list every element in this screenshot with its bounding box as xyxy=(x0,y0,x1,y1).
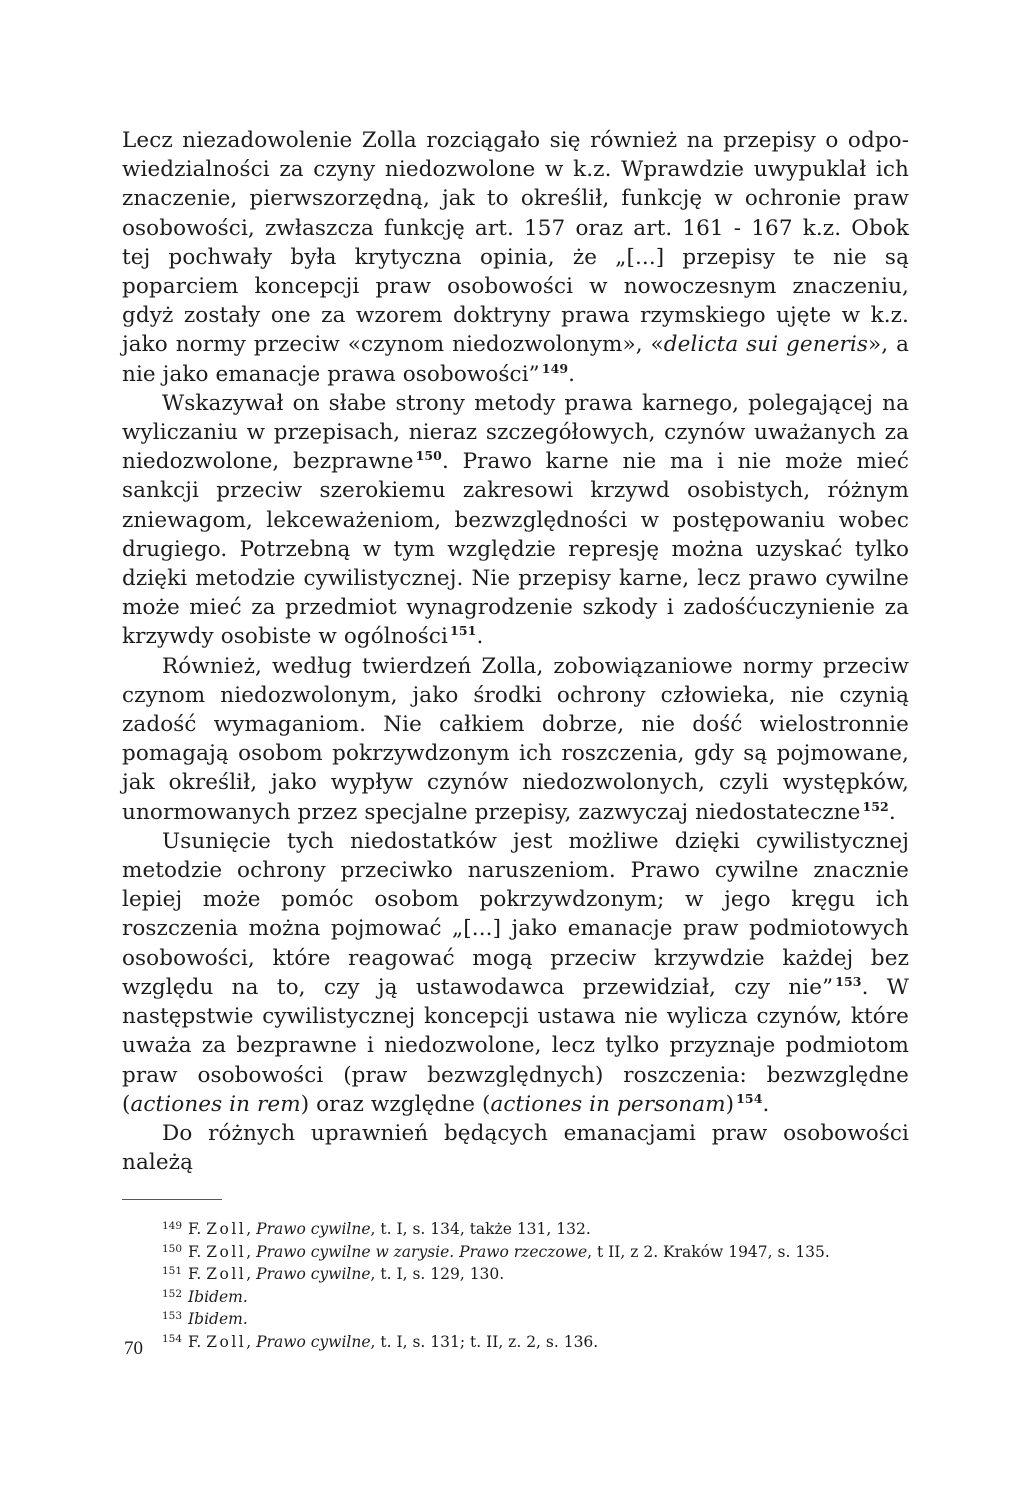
body-text xyxy=(122,126,909,1177)
italic-text: actiones in personam xyxy=(490,1091,726,1117)
italic-text: Prawo cywilne xyxy=(256,1265,371,1284)
footnote xyxy=(162,1263,909,1286)
footnote-ref: 153 xyxy=(835,973,862,989)
footnote-ref: 150 xyxy=(415,448,442,464)
text-run: , xyxy=(246,1265,257,1284)
author-name: Zoll xyxy=(206,1265,247,1284)
text-run: Lecz niezadowolenie Zolla rozciągało się również na przepisy o odpowiedzialności za czyny niedozwolone w k.z. Wprawdzie uwypuklał ich znaczenie, pierwszorzędną, jak to określił, funkcję w ochronie praw osobowości, zwłaszcza funkcję art. 157 oraz art. 161 - 167 k.z. Obok tej pochwały była krytyczna opinia, że „[...] przepisy te nie są poparciem koncepcji praw osobowości w nowoczesnym znaczeniu, gdyż zostały one za wzorem doktryny prawa rzymskiego ujęte w k.z. jako normy przeciw «czynom niedozwolonym», « xyxy=(122,128,909,358)
author-name: Zoll xyxy=(206,1332,247,1351)
text-run: ) oraz względne ( xyxy=(300,1091,491,1117)
text-run: Wskazywał on słabe strony metody prawa karnego, polegającej na wyliczaniu w przepisach, nieraz szczegółowych, czynów uważanych za niedozwolone, bezprawne xyxy=(122,390,909,475)
text-run: , xyxy=(246,1242,257,1261)
footnote xyxy=(162,1218,909,1241)
paragraph xyxy=(122,827,909,1119)
text-run: . xyxy=(762,1091,770,1117)
italic-text: Ibidem. xyxy=(188,1287,248,1306)
footnote-number: 153 xyxy=(162,1310,183,1323)
footnotes xyxy=(122,1218,909,1353)
footnote-number: 154 xyxy=(162,1332,183,1345)
italic-text: Prawo cywilne xyxy=(256,1220,371,1239)
footnote-rule xyxy=(122,1199,222,1200)
text-run: . xyxy=(888,799,896,825)
footnote-ref: 149 xyxy=(541,360,569,376)
italic-text: actiones in rem xyxy=(130,1091,301,1117)
text-run: . W następstwie cywilistycznej koncepcji ustawa nie wylicza czynów, które uważa za bezprawne i niedozwolone, lecz tylko przyznaje podmiotom praw osobowości (praw bezwzględnych) roszczenia: bezwzględne ( xyxy=(122,974,909,1117)
footnote xyxy=(162,1331,909,1354)
italic-text: Prawo cywilne w zarysie. Prawo rzeczowe xyxy=(256,1242,588,1261)
text-run: , xyxy=(246,1220,257,1239)
italic-text: Prawo cywilne xyxy=(256,1332,371,1351)
footnote-number: 152 xyxy=(162,1287,183,1300)
author-name: Zoll xyxy=(206,1242,247,1261)
author-name: Zoll xyxy=(206,1220,247,1239)
text-run: . Prawo karne nie ma i nie może mieć sankcji przeciw szerokiemu zakresowi krzywd osobistych, różnym zniewagom, lekceważeniom, bezwzględności w postępowaniu wobec drugiego. Potrzebną w tym względzie represję można uzyskać tylko dzięki metodzie cywilistycznej. Nie przepisy karne, lecz prawo cywilne może mieć za przedmiot wynagrodzenie szkody i zadośćuczynienie za krzywdy osobiste w ogólności xyxy=(122,449,909,650)
text-run: Usunięcie tych niedostatków jest możliwe dzięki cywilistycznej metodzie ochrony przeciwko naruszeniom. Prawo cywilne znacznie lepiej może pomóc osobom pokrzywdzonym; w jego kręgu ich roszczenia można pojmować „[...] jako emanacje praw podmiotowych osobowości, które reagować mogą przeciw krzywdzie każdej bez względu na to, czy ją ustawodawca przewidział, czy nie” xyxy=(122,828,909,1000)
text-run: , t. I, s. 129, 130. xyxy=(370,1265,505,1284)
italic-text: delicta sui generis xyxy=(663,332,868,358)
text-run: ) xyxy=(725,1091,735,1117)
text-run: Również, według twierdzeń Zolla, zobowiązaniowe normy przeciw czynom niedozwolonym, jako środki ochrony człowieka, nie czynią zadość wymaganiom. Nie całkiem dobrze, nie dość wielostronnie pomagają osobom pokrzywdzonym ich roszczenia, gdy są pojmowane, jak określił, jako wypływ czynów niedozwolonych, czyli występków, unormowanych przez specjalne przepisy, zazwyczaj niedostateczne xyxy=(122,653,909,825)
text-run: , t. I, s. 131; t. II, z. 2, s. 136. xyxy=(370,1332,599,1351)
paragraph xyxy=(122,652,909,827)
text-run: », a nie jako emanacje prawa osobowości” xyxy=(122,332,909,387)
text-run: , xyxy=(246,1332,257,1351)
footnote-number: 150 xyxy=(162,1242,183,1255)
paragraph xyxy=(122,389,909,652)
italic-text: Ibidem. xyxy=(188,1310,248,1329)
footnote-number: 149 xyxy=(162,1220,183,1233)
footnote xyxy=(162,1286,909,1309)
footnote-number: 151 xyxy=(162,1265,183,1278)
page-number: 70 xyxy=(124,1338,143,1359)
footnote xyxy=(162,1241,909,1264)
text-run: . xyxy=(568,361,576,387)
paragraph xyxy=(122,1119,909,1177)
text-run: F. xyxy=(188,1332,207,1351)
footnote-ref: 154 xyxy=(736,1090,763,1106)
footnote-ref: 151 xyxy=(450,623,477,639)
text-run: Do różnych uprawnień będących emanacjami praw osobowości należą xyxy=(122,1120,909,1176)
footnote-ref: 152 xyxy=(862,798,889,814)
text-run: , t. I, s. 134, także 131, 132. xyxy=(370,1220,591,1239)
text-run: , t II, z 2. Kraków 1947, s. 135. xyxy=(587,1242,830,1261)
text-run: F. xyxy=(188,1220,207,1239)
text-run: F. xyxy=(188,1242,207,1261)
paragraph xyxy=(122,126,909,389)
text-run: . xyxy=(476,624,484,650)
text-run: F. xyxy=(188,1265,207,1284)
footnote xyxy=(162,1308,909,1331)
page-body xyxy=(122,126,909,1353)
